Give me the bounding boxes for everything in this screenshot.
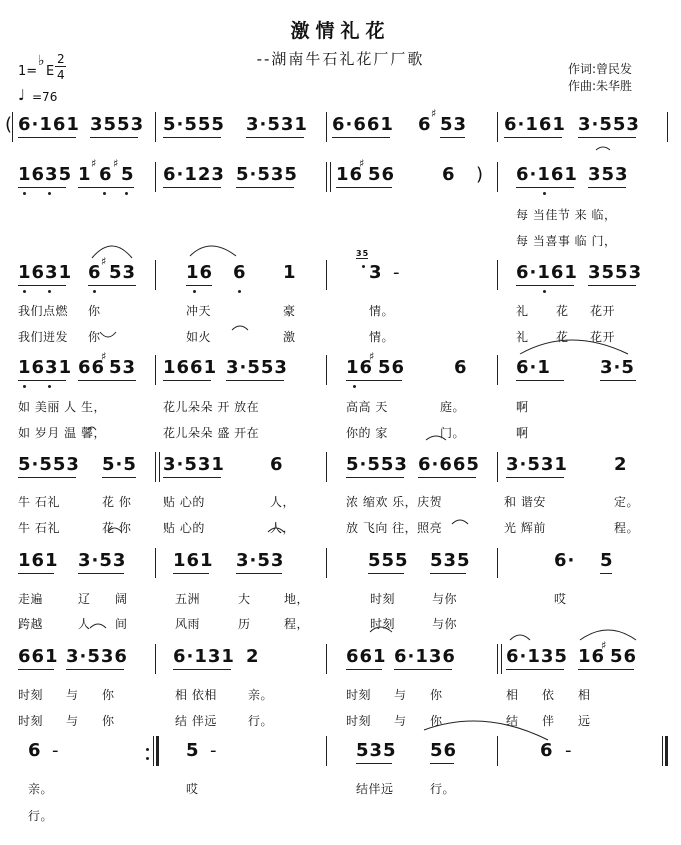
lyric: 礼 <box>516 304 529 318</box>
note: 3 <box>369 262 383 283</box>
note-group: 16 <box>336 164 364 185</box>
lyric: 与 <box>66 714 79 728</box>
sharp-sign: ♯ <box>101 350 108 363</box>
note-group: 5·5 <box>102 454 137 475</box>
lyric: 与你 <box>432 592 458 606</box>
note: 6 <box>540 740 554 761</box>
note-group: 661 <box>18 646 59 667</box>
lyric: 行。 <box>28 809 54 823</box>
lyric: 辽 <box>78 592 91 606</box>
note: 6 <box>99 164 113 185</box>
note-group: 6·161 <box>18 114 80 135</box>
lyric: 时刻 <box>18 714 44 728</box>
note-group: 66 <box>78 357 106 378</box>
lyric: 贴 心的 <box>163 495 205 509</box>
lyric: 相 <box>578 688 591 702</box>
note-group: 3·53 <box>78 550 127 571</box>
lyric: 人， <box>270 521 296 535</box>
song-subtitle: --湖南牛石礼花厂厂歌 <box>256 50 425 68</box>
note-group: 6·661 <box>332 114 394 135</box>
lyric: 跨越 <box>18 617 44 631</box>
lyric: 程。 <box>614 521 640 535</box>
lyric: 地， <box>284 592 310 606</box>
lyric: 与你 <box>432 617 458 631</box>
lyric: 五洲 <box>175 592 201 606</box>
sharp-sign: ♯ <box>101 255 108 268</box>
key-label: 1= <box>18 64 38 79</box>
close-paren: ) <box>476 164 485 185</box>
lyric: 牛 石礼 <box>18 495 60 509</box>
lyric: 和 谐安 <box>504 495 546 509</box>
note-group: 661 <box>346 646 387 667</box>
lyric: 时刻 <box>18 688 44 702</box>
sharp-sign: ♯ <box>359 157 366 170</box>
note-group: 6·123 <box>163 164 225 185</box>
note-dash: - <box>393 262 401 283</box>
note: 6 <box>28 740 42 761</box>
lyric: 啊 <box>516 400 529 414</box>
note-group: 3·553 <box>578 114 640 135</box>
note: 1 <box>283 262 297 283</box>
note-group: 535 <box>430 550 471 571</box>
lyric: 贴 心的 <box>163 521 205 535</box>
lyric: 高高 天 <box>346 400 388 414</box>
note-group: 1635 <box>18 164 73 185</box>
note: 6 <box>233 262 247 283</box>
note: 1 <box>78 164 92 185</box>
note: 6· <box>554 550 576 571</box>
lyric: 花开 <box>590 304 616 318</box>
note-group: 3·536 <box>66 646 128 667</box>
note-group: 5·555 <box>163 114 225 135</box>
note-group: 6·135 <box>506 646 568 667</box>
lyric: 人 <box>78 617 91 631</box>
lyric: 相 依相 <box>175 688 217 702</box>
lyric: 相 <box>506 688 519 702</box>
note: 2 <box>614 454 628 475</box>
lyric: 牛 石礼 <box>18 521 60 535</box>
lyric: 如 美丽 人 生， <box>18 400 106 414</box>
lyric: 与 <box>394 688 407 702</box>
note-group: 6·131 <box>173 646 235 667</box>
lyric: 大 <box>238 592 251 606</box>
note: 6 <box>454 357 468 378</box>
lyric: 与 <box>394 714 407 728</box>
lyric: 花开 <box>590 330 616 344</box>
lyric-line: 每 当佳节 来 临， <box>516 208 617 222</box>
lyric: 花儿朵朵 盛 开在 <box>163 426 260 440</box>
lyric: 人， <box>270 495 296 509</box>
note-group: 16 <box>578 646 606 667</box>
lyric: 时刻 <box>346 688 372 702</box>
lyric: 浓 缩欢 乐，庆贺 <box>346 495 443 509</box>
note-group: 5·553 <box>18 454 80 475</box>
lyric: 你 <box>430 714 443 728</box>
lyric: 与 <box>66 688 79 702</box>
note-group: 535 <box>356 740 397 761</box>
sharp-sign: ♯ <box>369 350 376 363</box>
note-group: 16 <box>186 262 214 283</box>
lyric: 哎 <box>554 592 567 606</box>
note: 6 <box>418 114 432 135</box>
note-group: 3·531 <box>163 454 225 475</box>
lyric: 光 辉前 <box>504 521 546 535</box>
lyric: 门。 <box>440 426 466 440</box>
note-dash: - <box>210 740 218 761</box>
note: 6 <box>88 262 102 283</box>
tempo-value: =76 <box>32 90 58 104</box>
note-group: 161 <box>18 550 59 571</box>
lyric: 我们点燃 <box>18 304 69 318</box>
lyric: 时刻 <box>370 617 396 631</box>
lyric: 结伴远 <box>356 782 394 796</box>
note-group: 6·161 <box>516 262 578 283</box>
lyric: 花 你 <box>102 495 132 509</box>
note-group: 56 <box>610 646 638 667</box>
note-group: 161 <box>173 550 214 571</box>
composer-credit: 作曲:朱华胜 <box>568 79 633 93</box>
note-group: 3·53 <box>236 550 285 571</box>
lyric: 间 <box>115 617 128 631</box>
lyric: 如 岁月 温 馨， <box>18 426 106 440</box>
note-group: 1631 <box>18 262 73 283</box>
note-group: 53 <box>440 114 468 135</box>
note: 6 <box>442 164 456 185</box>
grace-notes: 35 <box>356 249 370 258</box>
lyric: 豪 <box>283 304 296 318</box>
lyric: 放 飞向 往，照亮 <box>346 521 443 535</box>
note-dash: - <box>565 740 573 761</box>
sharp-sign: ♯ <box>601 639 608 652</box>
note-group: 3·531 <box>506 454 568 475</box>
note: 6 <box>270 454 284 475</box>
lyric: 花 <box>556 304 569 318</box>
sharp-sign: ♯ <box>91 157 98 170</box>
note-group: 56 <box>368 164 396 185</box>
lyric: 结 <box>506 714 519 728</box>
quarter-note-icon: ♩ <box>18 86 26 104</box>
lyric: 庭。 <box>440 400 466 414</box>
time-signature-bottom: 4 <box>57 68 65 82</box>
flat-sign: ♭ <box>38 53 45 69</box>
note: 2 <box>246 646 260 667</box>
lyric: 花 你 <box>102 521 132 535</box>
lyric: 花儿朵朵 开 放在 <box>163 400 260 414</box>
note-group: 53 <box>109 262 137 283</box>
note-group: 3·553 <box>226 357 288 378</box>
lyric: 情。 <box>369 330 395 344</box>
note-group: 5·553 <box>346 454 408 475</box>
note: 5 <box>600 550 614 571</box>
note-group: 3553 <box>90 114 145 135</box>
note-group: 5·535 <box>236 164 298 185</box>
lyric: 时刻 <box>346 714 372 728</box>
lyric: 你 <box>88 330 101 344</box>
open-paren: ( <box>5 114 14 135</box>
lyric: 行。 <box>430 782 456 796</box>
note-group: 3·531 <box>246 114 308 135</box>
lyric: 走遍 <box>18 592 44 606</box>
lyric: 阔 <box>115 592 128 606</box>
note-group: 6·1 <box>516 357 551 378</box>
note-group: 56 <box>378 357 406 378</box>
note-group: 3·5 <box>600 357 635 378</box>
key-note: E <box>46 64 55 79</box>
note: 5 <box>186 740 200 761</box>
lyric-line: 每 当喜事 临 门， <box>516 234 617 248</box>
note-group: 353 <box>588 164 629 185</box>
note-group: 555 <box>368 550 409 571</box>
note-group: 6·665 <box>418 454 480 475</box>
note-group: 3553 <box>588 262 643 283</box>
lyric: 结 伴远 <box>175 714 217 728</box>
lyric: 亲。 <box>28 782 54 796</box>
note-group: 1631 <box>18 357 73 378</box>
lyric: 花 <box>556 330 569 344</box>
lyric: 风雨 <box>175 617 201 631</box>
lyric: 我们迸发 <box>18 330 69 344</box>
note-group: 53 <box>109 357 137 378</box>
lyric: 伴 <box>542 714 555 728</box>
lyric: 你 <box>88 304 101 318</box>
lyric: 你 <box>102 714 115 728</box>
lyric: 依 <box>542 688 555 702</box>
lyric: 远 <box>578 714 591 728</box>
lyric: 你 <box>430 688 443 702</box>
lyric: 你 <box>102 688 115 702</box>
note-dash: - <box>52 740 60 761</box>
note-group: 16 <box>346 357 374 378</box>
lyric: 你的 家 <box>346 426 388 440</box>
lyricist-credit: 作词:曾民发 <box>568 62 633 76</box>
sharp-sign: ♯ <box>431 107 438 120</box>
lyric: 定。 <box>614 495 640 509</box>
note-group: 6·136 <box>394 646 456 667</box>
lyric: 情。 <box>369 304 395 318</box>
lyric: 冲天 <box>186 304 212 318</box>
note-group: 6·161 <box>504 114 566 135</box>
note: 5 <box>121 164 135 185</box>
lyric: 哎 <box>186 782 199 796</box>
lyric: 亲。 <box>248 688 274 702</box>
note-group: 1661 <box>163 357 218 378</box>
time-signature-top: 2 <box>57 52 65 66</box>
lyric: 礼 <box>516 330 529 344</box>
sharp-sign: ♯ <box>113 157 120 170</box>
lyric: 程， <box>284 617 310 631</box>
lyric: 历 <box>238 617 251 631</box>
note-group: 56 <box>430 740 458 761</box>
note-group: 6·161 <box>516 164 578 185</box>
song-title: 激情礼花 <box>290 20 391 42</box>
lyric: 如火 <box>186 330 212 344</box>
lyric: 行。 <box>248 714 274 728</box>
lyric: 时刻 <box>370 592 396 606</box>
lyric: 激 <box>283 330 296 344</box>
lyric: 啊 <box>516 426 529 440</box>
